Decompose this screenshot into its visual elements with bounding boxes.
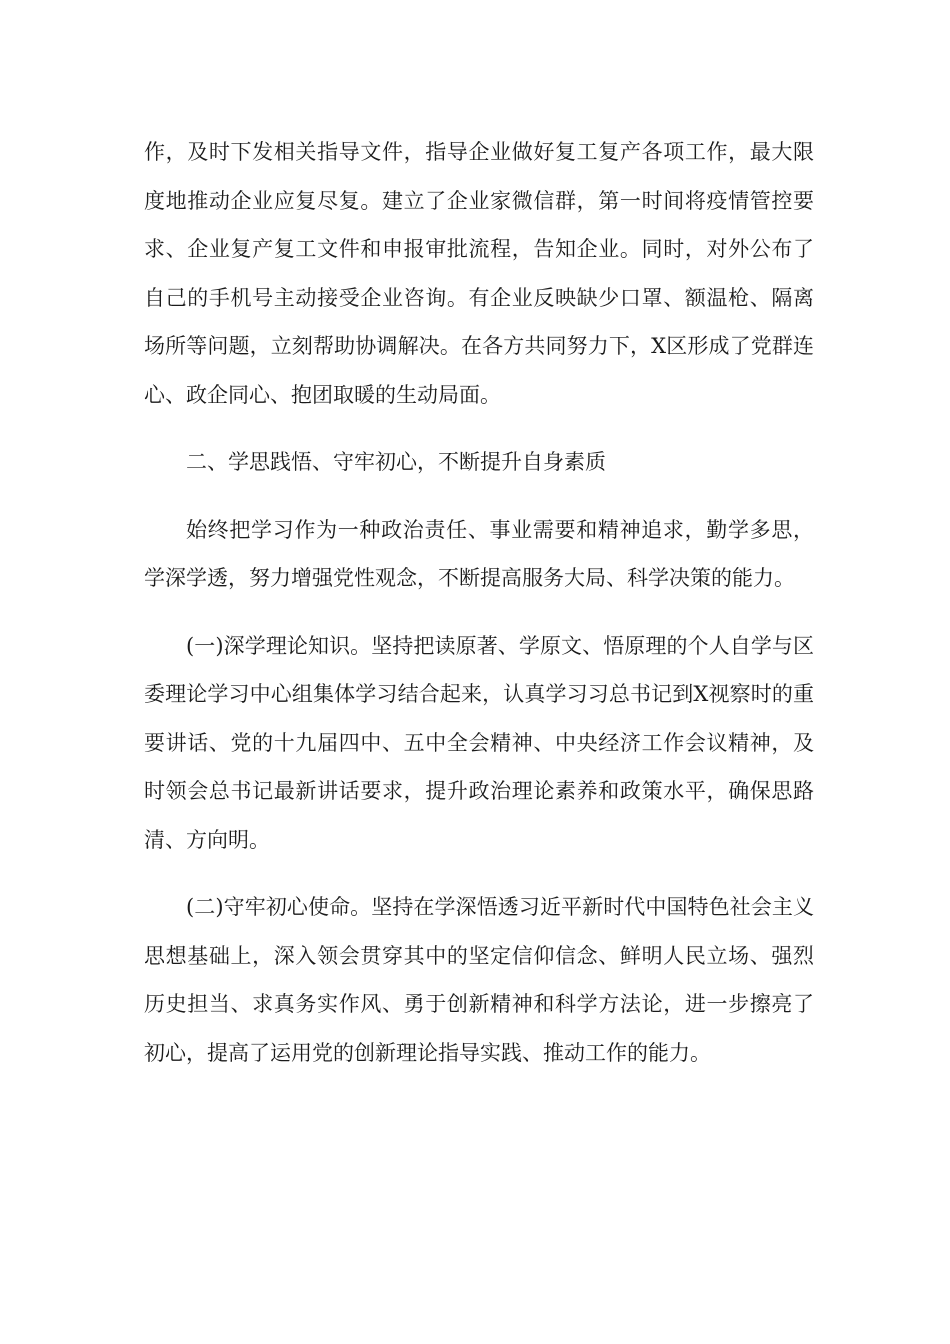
paragraph-mission: (二)守牢初心使命。坚持在学深悟透习近平新时代中国特色社会主义思想基础上，深入领会贯穿其中的坚定信仰信念、鲜明人民立场、强烈历史担当、求真务实作风、勇于创新精神和科学方法论，进一步擦亮了初心，提高了运用党的创新理论指导实践、推动工作的能力。 (144, 895, 814, 1065)
paragraph-intro: 始终把学习作为一种政治责任、事业需要和精神追求，勤学多思，学深学透，努力增强党性观念，不断提高服务大局、科学决策的能力。 (144, 517, 814, 590)
paragraph-continuation: 作，及时下发相关指导文件，指导企业做好复工复产各项工作，最大限度地推动企业应复尽复。建立了企业家微信群，第一时间将疫情管控要求、企业复产复工文件和申报审批流程，告知企业。同时，对外公布了自己的手机号主动接受企业咨询。有企业反映缺少口罩、额温枪、隔离场所等问题，立刻帮助协调解决。在各方共同努力下，X区形成了党群连心、政企同心、抱团取暖的生动局面。 (144, 140, 814, 407)
document-body (144, 128, 814, 1096)
paragraph-theory-study: (一)深学理论知识。坚持把读原著、学原文、悟原理的个人自学与区委理论学习中心组集体学习结合起来，认真学习习总书记到X视察时的重要讲话、党的十九届四中、五中全会精神、中央经济工作会议精神，及时领会总书记最新讲话要求，提升政治理论素养和政策水平，确保思路清、方向明。 (144, 633, 814, 852)
section-heading: 二、学思践悟、守牢初心，不断提升自身素质 (186, 450, 606, 474)
